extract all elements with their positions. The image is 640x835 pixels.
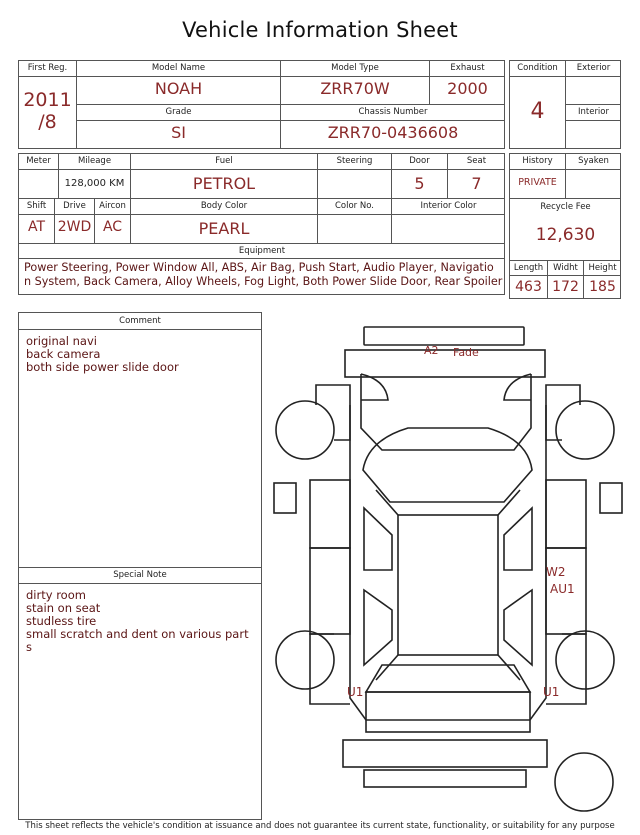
rear-window [366,665,530,692]
width-value: 172 [552,279,579,295]
headlight-right [504,374,531,400]
right-front-fender [546,385,580,440]
exhaust-label: Exhaust [450,63,485,73]
vehicle-damage-diagram [268,320,628,820]
top-info-box [18,60,505,149]
aircon-cell [95,199,131,244]
left-front-wheel [276,401,334,459]
width-label: Widht [553,263,578,273]
interior-label: Interior [577,107,609,117]
color-no-label: Color No. [334,201,374,211]
model-type-cell [281,61,430,105]
comment-line-1: original navi [26,334,97,348]
door-value: 5 [414,174,425,193]
model-name-value: NOAH [154,79,203,98]
equipment-line-2: n System, Back Camera, Alloy Wheels, Fog Light, Both Power Slide Door, Rear Spoiler [24,275,503,288]
color-no-cell [318,199,392,244]
first-reg-month: /8 [38,111,57,133]
hood [361,374,531,450]
special-line-3: studless tire [26,614,97,628]
notes-box [18,312,262,820]
left-mirror [274,483,296,513]
mileage-cell [59,154,131,199]
roof-rear-edge [376,655,520,680]
condition-value: 4 [530,99,545,124]
headlight-left [361,374,388,400]
history-cell [510,154,566,199]
right-rear-wheel [556,631,614,689]
condition-box [509,60,621,149]
special-line-5: s [26,640,32,654]
right-front-door [546,480,586,548]
model-name-label: Model Name [151,63,206,73]
front-panel [345,350,545,377]
vehicle-specs-box [18,153,505,295]
fuel-label: Fuel [215,156,233,166]
mark-a2: A2 [424,344,439,357]
condition-cell [510,61,566,149]
mileage-label: Mileage [77,156,112,166]
fuel-cell [131,154,318,199]
right-front-window [504,508,532,570]
history-value: PRIVATE [518,177,557,188]
height-cell [584,261,621,299]
tailgate [366,692,530,732]
drive-value: 2WD [57,219,92,235]
mark-au1: AU1 [550,582,575,596]
condition-label: Condition [517,63,558,73]
sheet-title: Vehicle Information Sheet [182,18,458,42]
syaken-label: Syaken [578,156,609,166]
meter-label: Meter [26,156,51,166]
seat-label: Seat [466,156,487,166]
rear-bumper-lower [364,770,526,787]
door-label: Door [409,156,430,166]
right-rear-window [504,590,532,665]
body-color-label: Body Color [200,201,248,211]
left-front-door [310,480,350,548]
roof [398,515,498,655]
history-label: History [522,156,553,166]
seat-cell [448,154,505,199]
model-type-value: ZRR70W [320,79,390,98]
front-bumper-top [364,327,524,345]
left-rear-wheel [276,631,334,689]
equipment-label: Equipment [238,246,286,256]
aircon-label: Aircon [99,201,126,211]
special-note-label: Special Note [113,570,167,580]
interior-color-label: Interior Color [420,201,477,211]
comment-line-2: back camera [26,347,101,361]
length-label: Length [513,263,544,273]
grade-value: SI [171,123,186,142]
first-reg-year: 2011 [23,89,72,111]
first-reg-label: First Reg. [27,63,68,73]
aircon-value: AC [102,219,123,235]
side-info-box [509,153,621,299]
model-name-cell [77,61,281,105]
disclaimer-footer: This sheet reflects the vehicle's condition at issuance and does not guarantee its current state, functionality, or suitability for any purpose [25,821,615,831]
body-color-value: PEARL [198,219,250,238]
mark-u1-left: U1 [347,685,364,699]
exhaust-value: 2000 [447,79,488,98]
right-front-wheel [556,401,614,459]
rear-bumper-top [343,740,547,767]
equipment-line-1: Power Steering, Power Window All, ABS, Air Bag, Push Start, Audio Player, Navigatio [24,261,494,274]
right-mirror [600,483,622,513]
fuel-value: PETROL [192,174,256,193]
equipment-cell [19,244,505,295]
first-reg-cell [19,61,77,149]
chassis-cell [281,105,505,149]
mark-u1-right: U1 [543,685,560,699]
left-rear-door [310,548,350,634]
body-color-cell [131,199,318,244]
left-rear-window [364,590,392,665]
exterior-cell [566,61,621,105]
grade-cell [77,105,281,149]
drive-label: Drive [63,201,86,211]
interior-cell [566,105,621,149]
recycle-fee-cell [510,199,621,261]
steering-cell [318,154,392,199]
recycle-fee-label: Recycle Fee [540,202,591,212]
seat-value: 7 [471,174,482,193]
comment-label: Comment [119,316,161,326]
special-line-2: stain on seat [26,601,101,615]
shift-value: AT [27,219,46,235]
windshield [363,428,532,502]
exhaust-cell [430,61,505,105]
left-front-fender [316,385,350,440]
chassis-label: Chassis Number [358,107,428,117]
special-line-1: dirty room [26,588,86,602]
exterior-label: Exterior [576,63,611,73]
body-outline [350,405,546,720]
drive-cell [55,199,95,244]
length-value: 463 [515,279,542,295]
shift-label: Shift [26,201,47,211]
recycle-fee-value: 12,630 [535,225,596,245]
mark-fade: Fade [453,346,479,359]
syaken-cell [566,154,621,199]
left-front-window [364,508,392,570]
width-cell [548,261,584,299]
comment-line-3: both side power slide door [26,360,179,374]
height-value: 185 [589,279,616,295]
length-cell [510,261,548,299]
special-line-4: small scratch and dent on various part [26,627,249,641]
height-label: Height [588,263,617,273]
mark-w2: W2 [546,565,566,579]
interior-color-cell [392,199,505,244]
chassis-value: ZRR70-0436608 [327,123,459,142]
shift-cell [19,199,55,244]
spare-tire [555,753,613,811]
grade-label: Grade [165,107,192,117]
meter-cell [19,154,59,199]
steering-label: Steering [336,156,373,166]
mileage-value: 128,000 KM [64,178,125,189]
model-type-label: Model Type [331,63,379,73]
door-cell [392,154,448,199]
